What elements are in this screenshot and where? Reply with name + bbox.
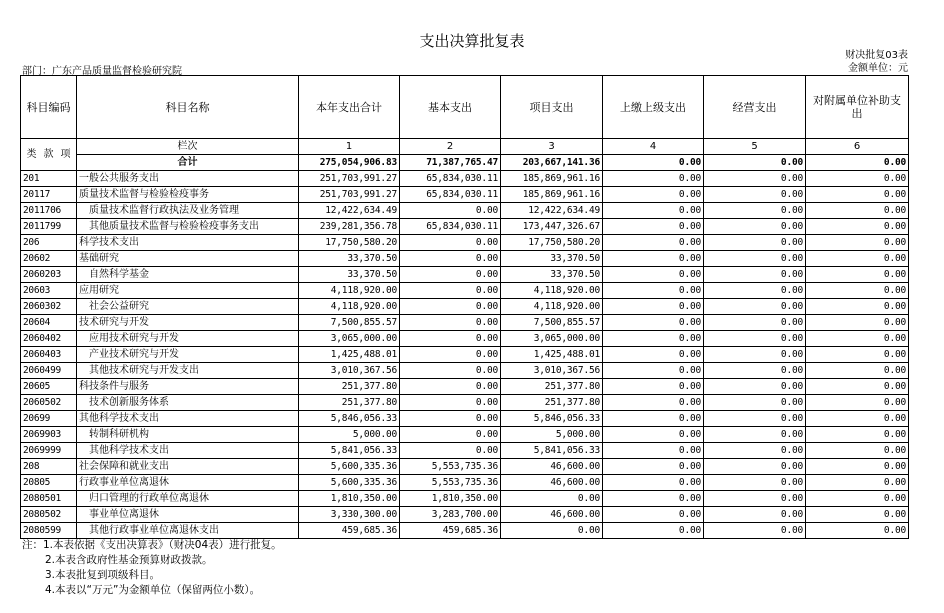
col-num: 4 [603, 139, 704, 155]
row-value: 251,377.80 [299, 395, 400, 411]
row-value: 5,600,335.36 [299, 459, 400, 475]
header-row [21, 76, 909, 139]
row-value: 65,834,030.11 [400, 187, 501, 203]
row-code: 2060203 [21, 267, 77, 283]
table-row [21, 203, 909, 219]
row-value: 0.00 [704, 187, 806, 203]
table-row [21, 491, 909, 507]
row-name: 技术创新服务体系 [77, 395, 299, 411]
row-value: 0.00 [603, 299, 704, 315]
header-xiang: 项 [60, 148, 71, 160]
form-code: 财决批复03表 [845, 50, 908, 61]
row-value: 0.00 [704, 299, 806, 315]
row-value: 0.00 [806, 171, 909, 187]
header-subsidy: 对附属单位补助支出 [806, 76, 909, 139]
row-value: 0.00 [400, 427, 501, 443]
row-value: 0.00 [704, 251, 806, 267]
row-value: 0.00 [400, 347, 501, 363]
row-value: 1,425,488.01 [501, 347, 603, 363]
row-value: 3,010,367.56 [501, 363, 603, 379]
row-value: 33,370.50 [501, 251, 603, 267]
row-value: 5,841,056.33 [299, 443, 400, 459]
row-code: 206 [21, 235, 77, 251]
table-row [21, 363, 909, 379]
table-row [21, 507, 909, 523]
table-row [21, 187, 909, 203]
row-value: 5,000.00 [299, 427, 400, 443]
header-total: 本年支出合计 [299, 76, 400, 139]
row-value: 0.00 [603, 411, 704, 427]
row-value: 5,846,056.33 [501, 411, 603, 427]
row-value: 0.00 [603, 395, 704, 411]
row-value: 0.00 [806, 427, 909, 443]
note-4: 4.本表以“万元”为金额单位（保留两位小数）。 [45, 584, 261, 596]
row-value: 0.00 [704, 283, 806, 299]
row-value: 0.00 [400, 283, 501, 299]
row-value: 0.00 [704, 523, 806, 539]
table-row [21, 347, 909, 363]
row-name: 质量技术监督与检验检疫事务 [77, 187, 299, 203]
row-name: 一般公共服务支出 [77, 171, 299, 187]
table-row [21, 379, 909, 395]
row-value: 0.00 [806, 315, 909, 331]
table-row [21, 523, 909, 539]
row-value: 0.00 [806, 235, 909, 251]
row-value: 0.00 [704, 347, 806, 363]
row-value: 0.00 [400, 299, 501, 315]
table-row [21, 267, 909, 283]
row-code: 2080502 [21, 507, 77, 523]
row-code: 2080501 [21, 491, 77, 507]
row-value: 33,370.50 [299, 251, 400, 267]
row-value: 0.00 [400, 315, 501, 331]
row-name: 质量技术监督行政执法及业务管理 [77, 203, 299, 219]
row-value: 251,703,991.27 [299, 171, 400, 187]
row-name: 社会保障和就业支出 [77, 459, 299, 475]
row-name: 应用技术研究与开发 [77, 331, 299, 347]
table-row [21, 315, 909, 331]
table-row [21, 219, 909, 235]
row-code: 2060502 [21, 395, 77, 411]
row-value: 0.00 [603, 187, 704, 203]
class-header [21, 139, 77, 171]
row-value: 0.00 [603, 219, 704, 235]
row-name: 其他科学技术支出 [77, 443, 299, 459]
row-value: 0.00 [501, 491, 603, 507]
row-name: 应用研究 [77, 283, 299, 299]
row-value: 0.00 [704, 235, 806, 251]
header-upper: 上缴上级支出 [603, 76, 704, 139]
row-code: 20805 [21, 475, 77, 491]
header-lei: 类 [26, 148, 37, 160]
department-label: 部门：广东产品质量监督检验研究院 [22, 66, 182, 77]
row-value: 7,500,855.57 [299, 315, 400, 331]
header-name: 科目名称 [77, 76, 299, 139]
row-code: 20117 [21, 187, 77, 203]
row-value: 17,750,580.20 [299, 235, 400, 251]
row-code: 2060302 [21, 299, 77, 315]
row-value: 0.00 [704, 379, 806, 395]
row-code: 2060403 [21, 347, 77, 363]
row-value: 459,685.36 [299, 523, 400, 539]
row-name: 技术研究与开发 [77, 315, 299, 331]
row-value: 5,846,056.33 [299, 411, 400, 427]
row-value: 0.00 [806, 443, 909, 459]
total-value: 0.00 [704, 155, 806, 171]
table-row [21, 475, 909, 491]
row-value: 12,422,634.49 [299, 203, 400, 219]
row-name: 行政事业单位离退休 [77, 475, 299, 491]
row-value: 0.00 [704, 203, 806, 219]
col-num: 1 [299, 139, 400, 155]
row-code: 20603 [21, 283, 77, 299]
row-value: 0.00 [704, 315, 806, 331]
header-project: 项目支出 [501, 76, 603, 139]
row-value: 0.00 [704, 331, 806, 347]
row-code: 201 [21, 171, 77, 187]
row-value: 0.00 [806, 267, 909, 283]
row-code: 2011706 [21, 203, 77, 219]
row-value: 0.00 [603, 363, 704, 379]
row-value: 0.00 [806, 251, 909, 267]
row-value: 0.00 [603, 427, 704, 443]
row-value: 0.00 [806, 475, 909, 491]
row-value: 46,600.00 [501, 507, 603, 523]
row-value: 0.00 [704, 427, 806, 443]
note-2: 2.本表含政府性基金预算财政拨款。 [45, 554, 213, 566]
row-value: 0.00 [603, 267, 704, 283]
col-num: 2 [400, 139, 501, 155]
row-value: 0.00 [603, 203, 704, 219]
row-value: 5,553,735.36 [400, 459, 501, 475]
table-row [21, 251, 909, 267]
row-value: 239,281,356.78 [299, 219, 400, 235]
row-value: 4,118,920.00 [299, 299, 400, 315]
note-1: 注：1.本表依据《支出决算表》（财决04表）进行批复。 [22, 539, 282, 551]
row-value: 0.00 [603, 523, 704, 539]
row-name: 社会公益研究 [77, 299, 299, 315]
row-value: 0.00 [704, 171, 806, 187]
row-value: 0.00 [400, 203, 501, 219]
row-value: 0.00 [400, 443, 501, 459]
row-value: 0.00 [806, 363, 909, 379]
total-value: 0.00 [806, 155, 909, 171]
row-value: 0.00 [603, 443, 704, 459]
total-row [21, 155, 909, 171]
table-row [21, 235, 909, 251]
row-value: 1,810,350.00 [299, 491, 400, 507]
row-value: 0.00 [806, 299, 909, 315]
row-value: 0.00 [806, 411, 909, 427]
row-name: 其他行政事业单位离退休支出 [77, 523, 299, 539]
row-value: 5,841,056.33 [501, 443, 603, 459]
row-value: 0.00 [806, 523, 909, 539]
row-value: 0.00 [806, 459, 909, 475]
row-name: 其他质量技术监督与检验检疫事务支出 [77, 219, 299, 235]
table-row [21, 443, 909, 459]
row-value: 0.00 [806, 395, 909, 411]
row-value: 0.00 [603, 331, 704, 347]
row-code: 2080599 [21, 523, 77, 539]
row-name: 其他科学技术支出 [77, 411, 299, 427]
row-value: 0.00 [704, 267, 806, 283]
row-value: 4,118,920.00 [501, 283, 603, 299]
row-value: 0.00 [400, 267, 501, 283]
note-3: 3.本表批复到项级科目。 [45, 569, 161, 581]
row-value: 0.00 [704, 491, 806, 507]
table-row [21, 411, 909, 427]
expenditure-table [20, 75, 909, 539]
row-value: 33,370.50 [299, 267, 400, 283]
row-value: 0.00 [501, 523, 603, 539]
row-value: 0.00 [704, 507, 806, 523]
row-value: 0.00 [603, 235, 704, 251]
row-code: 20602 [21, 251, 77, 267]
header-kuan: 款 [43, 148, 54, 160]
row-value: 0.00 [704, 395, 806, 411]
row-code: 2011799 [21, 219, 77, 235]
col-num: 3 [501, 139, 603, 155]
row-value: 0.00 [400, 235, 501, 251]
row-value: 46,600.00 [501, 475, 603, 491]
row-value: 251,377.80 [501, 379, 603, 395]
header-code: 科目编码 [21, 76, 77, 139]
row-value: 5,553,735.36 [400, 475, 501, 491]
row-value: 0.00 [400, 331, 501, 347]
row-value: 0.00 [400, 395, 501, 411]
table-row [21, 299, 909, 315]
header-heji: 合计 [77, 155, 299, 171]
table-row [21, 395, 909, 411]
row-value: 5,600,335.36 [299, 475, 400, 491]
row-value: 0.00 [806, 331, 909, 347]
row-name: 其他技术研究与开发支出 [77, 363, 299, 379]
row-value: 46,600.00 [501, 459, 603, 475]
row-value: 0.00 [704, 363, 806, 379]
row-code: 2069999 [21, 443, 77, 459]
row-name: 转制科研机构 [77, 427, 299, 443]
row-code: 2069903 [21, 427, 77, 443]
row-value: 0.00 [806, 491, 909, 507]
row-value: 0.00 [704, 475, 806, 491]
row-value: 4,118,920.00 [501, 299, 603, 315]
row-value: 251,703,991.27 [299, 187, 400, 203]
row-value: 12,422,634.49 [501, 203, 603, 219]
form-info [845, 49, 908, 75]
table-row [21, 331, 909, 347]
row-value: 3,010,367.56 [299, 363, 400, 379]
notes [22, 538, 282, 598]
row-value: 185,869,961.16 [501, 187, 603, 203]
row-value: 3,065,000.00 [501, 331, 603, 347]
row-value: 1,810,350.00 [400, 491, 501, 507]
row-value: 0.00 [704, 443, 806, 459]
row-value: 0.00 [603, 347, 704, 363]
row-value: 251,377.80 [299, 379, 400, 395]
total-value: 275,054,906.83 [299, 155, 400, 171]
row-value: 0.00 [400, 411, 501, 427]
row-name: 归口管理的行政单位离退休 [77, 491, 299, 507]
row-value: 459,685.36 [400, 523, 501, 539]
row-code: 2060499 [21, 363, 77, 379]
row-value: 0.00 [806, 347, 909, 363]
col-num: 5 [704, 139, 806, 155]
row-value: 0.00 [806, 187, 909, 203]
row-value: 3,283,700.00 [400, 507, 501, 523]
table-row [21, 171, 909, 187]
row-value: 7,500,855.57 [501, 315, 603, 331]
total-value: 71,387,765.47 [400, 155, 501, 171]
row-value: 0.00 [806, 283, 909, 299]
row-value: 0.00 [603, 315, 704, 331]
header-lanci: 栏次 [77, 139, 299, 155]
row-value: 0.00 [603, 491, 704, 507]
row-value: 0.00 [603, 379, 704, 395]
row-value: 0.00 [806, 219, 909, 235]
row-value: 0.00 [603, 171, 704, 187]
row-value: 65,834,030.11 [400, 171, 501, 187]
row-code: 20699 [21, 411, 77, 427]
row-value: 33,370.50 [501, 267, 603, 283]
row-value: 0.00 [603, 283, 704, 299]
row-code: 2060402 [21, 331, 77, 347]
row-value: 0.00 [400, 363, 501, 379]
total-value: 203,667,141.36 [501, 155, 603, 171]
table-row [21, 283, 909, 299]
header-basic: 基本支出 [400, 76, 501, 139]
row-value: 0.00 [400, 379, 501, 395]
row-value: 251,377.80 [501, 395, 603, 411]
row-value: 0.00 [603, 475, 704, 491]
amount-unit: 金额单位：元 [848, 63, 908, 74]
row-value: 0.00 [400, 251, 501, 267]
row-value: 4,118,920.00 [299, 283, 400, 299]
row-name: 事业单位离退休 [77, 507, 299, 523]
col-num: 6 [806, 139, 909, 155]
row-value: 0.00 [603, 251, 704, 267]
row-value: 1,425,488.01 [299, 347, 400, 363]
row-value: 5,000.00 [501, 427, 603, 443]
row-name: 科学技术支出 [77, 235, 299, 251]
column-number-row [21, 139, 909, 155]
page-title: 支出决算批复表 [419, 32, 525, 50]
row-value: 3,330,300.00 [299, 507, 400, 523]
row-value: 173,447,326.67 [501, 219, 603, 235]
row-value: 0.00 [806, 203, 909, 219]
row-value: 0.00 [603, 507, 704, 523]
row-value: 0.00 [603, 459, 704, 475]
row-name: 基础研究 [77, 251, 299, 267]
row-value: 0.00 [704, 459, 806, 475]
row-value: 0.00 [806, 379, 909, 395]
table-row [21, 427, 909, 443]
row-name: 科技条件与服务 [77, 379, 299, 395]
row-value: 0.00 [704, 219, 806, 235]
row-value: 17,750,580.20 [501, 235, 603, 251]
row-code: 20604 [21, 315, 77, 331]
table-row [21, 459, 909, 475]
row-value: 185,869,961.16 [501, 171, 603, 187]
row-name: 产业技术研究与开发 [77, 347, 299, 363]
row-name: 自然科学基金 [77, 267, 299, 283]
row-code: 208 [21, 459, 77, 475]
row-value: 0.00 [704, 411, 806, 427]
row-value: 65,834,030.11 [400, 219, 501, 235]
header-operating: 经营支出 [704, 76, 806, 139]
row-code: 20605 [21, 379, 77, 395]
row-value: 3,065,000.00 [299, 331, 400, 347]
total-value: 0.00 [603, 155, 704, 171]
row-value: 0.00 [806, 507, 909, 523]
